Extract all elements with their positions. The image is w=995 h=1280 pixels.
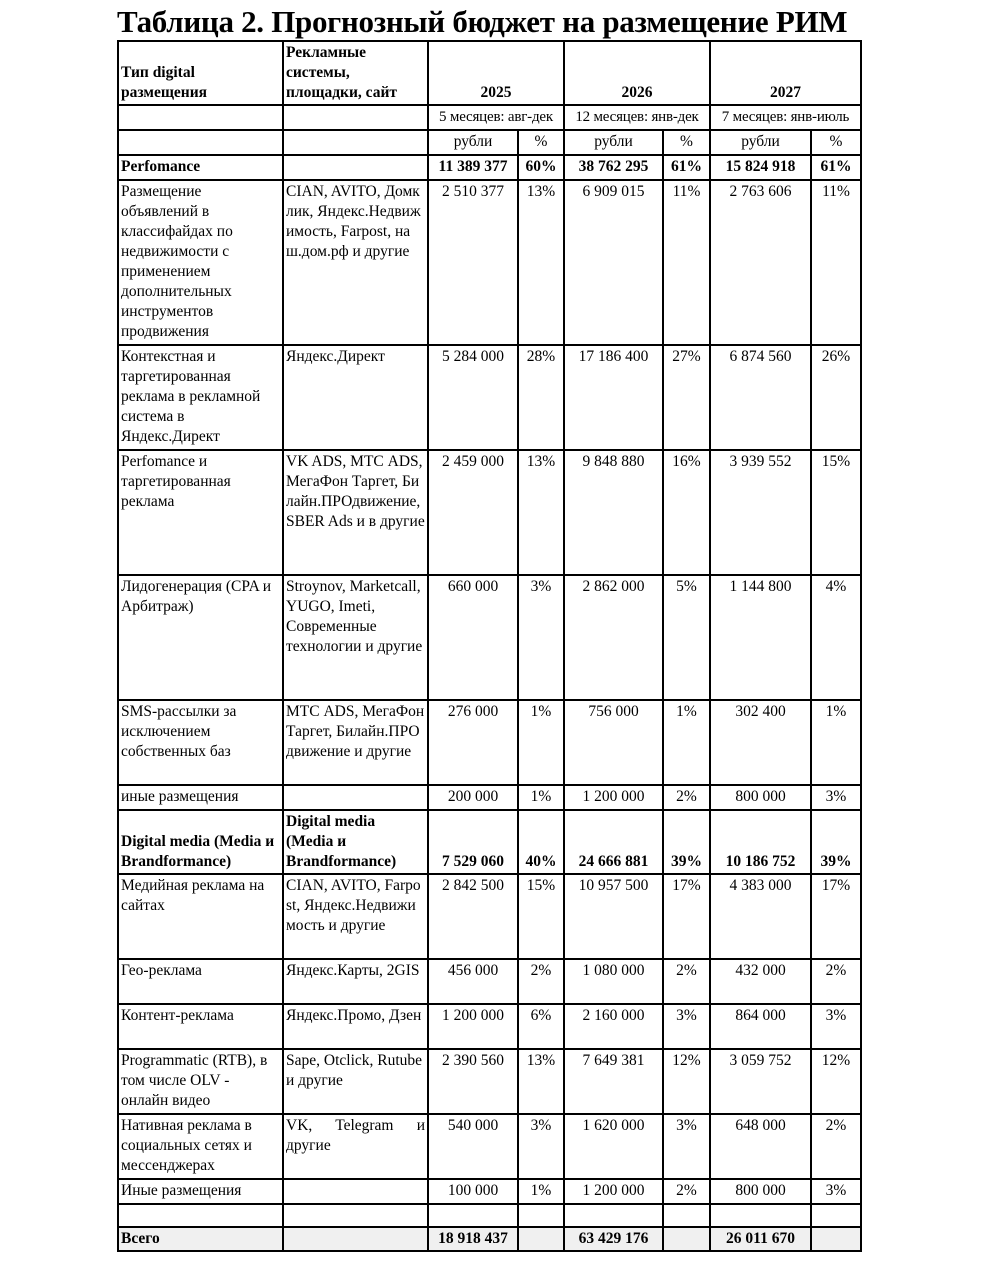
cell-rub-2026: 7 649 381 (564, 1049, 663, 1114)
table-row (118, 575, 861, 700)
cell-pct-2027: 12% (811, 1049, 861, 1114)
cell-type: Нативная реклама в социальных сетях и мессенджерах (118, 1114, 283, 1179)
cell-rub-2027: 864 000 (710, 1004, 811, 1049)
table-row (118, 1179, 861, 1204)
cell-pct-2025: 1% (518, 785, 564, 810)
table-row (118, 1049, 861, 1114)
cell-rub-2026: 1 080 000 (564, 959, 663, 1004)
cell-pct-2025: 3% (518, 1114, 564, 1179)
cell-rub-2026: 756 000 (564, 700, 663, 785)
cell-rub-2027: 648 000 (710, 1114, 811, 1179)
cell-pct-2025: 6% (518, 1004, 564, 1049)
cell-systems: VK, Telegram и другие (283, 1114, 428, 1179)
cell-pct-2026: 12% (663, 1049, 710, 1114)
cell-rub-2025: 18 918 437 (428, 1227, 518, 1251)
cell-rub-2026: 9 848 880 (564, 450, 663, 575)
table-row (118, 1004, 861, 1049)
cell-pct-2026: 27% (663, 345, 710, 450)
header-systems: Рекламные системы, площадки, сайт (283, 41, 428, 105)
cell-pct-2027: 3% (811, 785, 861, 810)
cell-pct-2026: 2% (663, 785, 710, 810)
cell-rub-2027: 800 000 (710, 785, 811, 810)
cell-rub-2026: 2 160 000 (564, 1004, 663, 1049)
cell-type: Контент-реклама (118, 1004, 283, 1049)
cell-pct-2026: 16% (663, 450, 710, 575)
cell-pct-2027: 3% (811, 1179, 861, 1204)
cell-rub-2025: 1 200 000 (428, 1004, 518, 1049)
cell-pct-2025 (518, 1227, 564, 1251)
cell-pct-2026: 3% (663, 1114, 710, 1179)
cell-rub-2027: 302 400 (710, 700, 811, 785)
cell-rub-2025: 2 842 500 (428, 874, 518, 959)
cell-pct-2027: 39% (811, 810, 861, 874)
cell-pct-2027: 61% (811, 155, 861, 180)
cell-pct-2027: 2% (811, 1114, 861, 1179)
cell-systems: Яндекс.Промо, Дзен (283, 1004, 428, 1049)
cell-pct-2025: 1% (518, 700, 564, 785)
cell-systems: Stroynov, Marketcall, YUGO, Imeti, Современные технологии и другие (283, 575, 428, 700)
unit-rub-2025: рубли (428, 130, 518, 155)
cell-rub-2027: 10 186 752 (710, 810, 811, 874)
unit-rub-2027: рубли (710, 130, 811, 155)
cell-rub-2027: 26 011 670 (710, 1227, 811, 1251)
cell-rub-2025: 456 000 (428, 959, 518, 1004)
cell-type: Гео-реклама (118, 959, 283, 1004)
cell-systems: VK ADS, МТС ADS, МегаФон Таргет, Билайн.ПРОдвижение, SBER Ads и в другие (283, 450, 428, 575)
cell-systems: Digital media (Media и Brandformance) (283, 810, 428, 874)
cell-type: Programmatic (RTB), в том числе OLV - онлайн видео (118, 1049, 283, 1114)
table-row-digital-media-total (118, 810, 861, 874)
header-year-2025: 2025 (428, 41, 564, 105)
cell-rub-2025: 2 510 377 (428, 180, 518, 345)
cell-systems (283, 155, 428, 180)
table-row (118, 450, 861, 575)
cell-rub-2025: 100 000 (428, 1179, 518, 1204)
cell-pct-2027: 1% (811, 700, 861, 785)
cell-systems: Яндекс.Директ (283, 345, 428, 450)
cell-pct-2026 (663, 1227, 710, 1251)
cell-systems: CIAN, AVITO, Farpost, Яндекс.Недвижимость и другие (283, 874, 428, 959)
cell-rub-2026: 6 909 015 (564, 180, 663, 345)
cell-systems: МТС ADS, МегаФон Таргет, Билайн.ПРОдвижение и другие (283, 700, 428, 785)
table-row-empty (118, 1204, 861, 1227)
cell-pct-2026: 2% (663, 959, 710, 1004)
cell-type: иные размещения (118, 785, 283, 810)
cell-pct-2027: 11% (811, 180, 861, 345)
cell-rub-2026: 1 620 000 (564, 1114, 663, 1179)
cell-rub-2026: 63 429 176 (564, 1227, 663, 1251)
period-2025: 5 месяцев: авг-дек (428, 105, 564, 130)
cell-rub-2025: 276 000 (428, 700, 518, 785)
cell-pct-2025: 13% (518, 450, 564, 575)
header-row-years (118, 41, 861, 105)
cell-rub-2027: 432 000 (710, 959, 811, 1004)
table-row (118, 700, 861, 785)
cell-pct-2026: 2% (663, 1179, 710, 1204)
cell-pct-2026: 17% (663, 874, 710, 959)
header-type: Тип digital размещения (118, 41, 283, 105)
header-row-units (118, 130, 861, 155)
cell-pct-2025: 40% (518, 810, 564, 874)
unit-rub-2026: рубли (564, 130, 663, 155)
cell-pct-2026: 11% (663, 180, 710, 345)
cell-rub-2027: 15 824 918 (710, 155, 811, 180)
cell-type: Лидогенерация (CPA и Арбитраж) (118, 575, 283, 700)
cell-rub-2025: 5 284 000 (428, 345, 518, 450)
cell-rub-2026: 10 957 500 (564, 874, 663, 959)
table-row-grand-total (118, 1227, 861, 1251)
cell-rub-2025: 660 000 (428, 575, 518, 700)
cell-type: Perfomance (118, 155, 283, 180)
cell-pct-2025: 1% (518, 1179, 564, 1204)
cell-rub-2027: 4 383 000 (710, 874, 811, 959)
cell-pct-2026: 39% (663, 810, 710, 874)
cell-rub-2026: 24 666 881 (564, 810, 663, 874)
cell-rub-2027: 6 874 560 (710, 345, 811, 450)
cell-rub-2026: 38 762 295 (564, 155, 663, 180)
cell-pct-2026: 1% (663, 700, 710, 785)
period-2027: 7 месяцев: янв-июль (710, 105, 861, 130)
cell-rub-2026: 2 862 000 (564, 575, 663, 700)
cell-rub-2025: 7 529 060 (428, 810, 518, 874)
cell-systems: Sape, Otclick, Rutube и другие (283, 1049, 428, 1114)
cell-type: Иные размещения (118, 1179, 283, 1204)
cell-pct-2025: 13% (518, 180, 564, 345)
cell-pct-2025: 15% (518, 874, 564, 959)
cell-pct-2027 (811, 1227, 861, 1251)
cell-rub-2027: 800 000 (710, 1179, 811, 1204)
cell-pct-2027: 4% (811, 575, 861, 700)
cell-pct-2027: 2% (811, 959, 861, 1004)
page-title: Таблица 2. Прогнозный бюджет на размещение РИМ (117, 4, 848, 39)
table-row (118, 785, 861, 810)
cell-rub-2025: 2 459 000 (428, 450, 518, 575)
cell-pct-2027: 26% (811, 345, 861, 450)
cell-type: Контекстная и таргетированная реклама в рекламной система в Яндекс.Директ (118, 345, 283, 450)
table-row (118, 1114, 861, 1179)
table-row-performance-total (118, 155, 861, 180)
cell-type: Медийная реклама на сайтах (118, 874, 283, 959)
cell-systems (283, 1179, 428, 1204)
cell-pct-2027: 17% (811, 874, 861, 959)
cell-type: Всего (118, 1227, 283, 1251)
unit-pct-2026: % (663, 130, 710, 155)
unit-pct-2025: % (518, 130, 564, 155)
cell-rub-2027: 3 939 552 (710, 450, 811, 575)
cell-rub-2026: 17 186 400 (564, 345, 663, 450)
cell-pct-2025: 28% (518, 345, 564, 450)
budget-table (117, 40, 862, 1252)
table-row (118, 180, 861, 345)
cell-pct-2027: 15% (811, 450, 861, 575)
cell-pct-2025: 60% (518, 155, 564, 180)
cell-systems: Яндекс.Карты, 2GIS (283, 959, 428, 1004)
cell-type: SMS-рассылки за исключением собственных баз (118, 700, 283, 785)
cell-pct-2025: 13% (518, 1049, 564, 1114)
cell-systems (283, 785, 428, 810)
cell-pct-2026: 5% (663, 575, 710, 700)
unit-pct-2027: % (811, 130, 861, 155)
header-year-2026: 2026 (564, 41, 710, 105)
cell-rub-2027: 1 144 800 (710, 575, 811, 700)
table-row (118, 959, 861, 1004)
cell-type: Digital media (Media и Brandformance) (118, 810, 283, 874)
cell-pct-2025: 2% (518, 959, 564, 1004)
header-year-2027: 2027 (710, 41, 861, 105)
cell-systems: CIAN, AVITO, Домклик, Яндекс.Недвижимость, Farpost, наш.дом.рф и другие (283, 180, 428, 345)
cell-pct-2026: 3% (663, 1004, 710, 1049)
cell-rub-2026: 1 200 000 (564, 785, 663, 810)
cell-rub-2025: 200 000 (428, 785, 518, 810)
cell-rub-2025: 11 389 377 (428, 155, 518, 180)
cell-systems (283, 1227, 428, 1251)
cell-pct-2025: 3% (518, 575, 564, 700)
cell-type: Perfomance и таргетированная реклама (118, 450, 283, 575)
header-row-periods (118, 105, 861, 130)
cell-rub-2025: 2 390 560 (428, 1049, 518, 1114)
cell-pct-2027: 3% (811, 1004, 861, 1049)
cell-rub-2027: 2 763 606 (710, 180, 811, 345)
table-row (118, 345, 861, 450)
cell-type: Размещение объявлений в классифайдах по недвижимости с применением дополнительных инструментов продвижения (118, 180, 283, 345)
cell-pct-2026: 61% (663, 155, 710, 180)
cell-rub-2026: 1 200 000 (564, 1179, 663, 1204)
table-row (118, 874, 861, 959)
period-2026: 12 месяцев: янв-дек (564, 105, 710, 130)
cell-rub-2025: 540 000 (428, 1114, 518, 1179)
cell-rub-2027: 3 059 752 (710, 1049, 811, 1114)
